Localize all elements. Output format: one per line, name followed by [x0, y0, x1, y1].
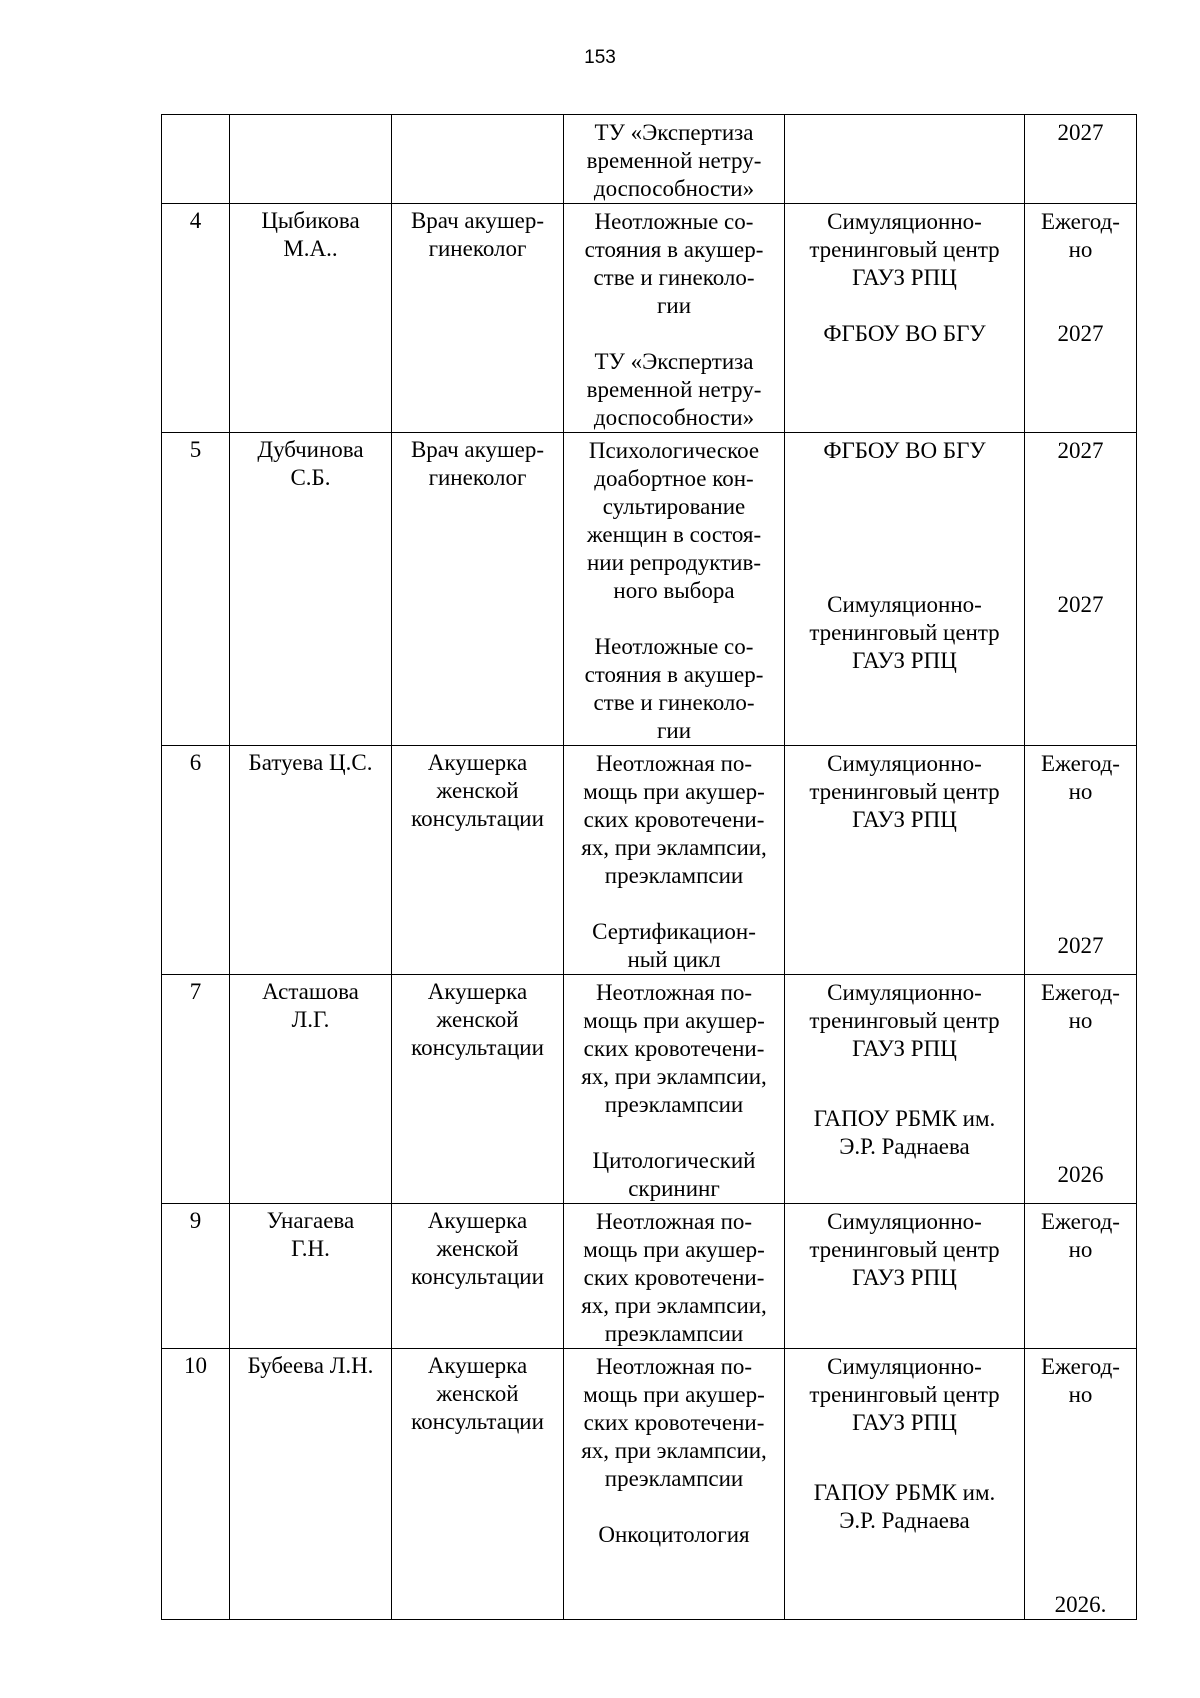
training-term: Ежегод- но — [1041, 209, 1120, 262]
training-topic-cell — [564, 204, 785, 433]
training-term-cell — [1025, 115, 1137, 204]
training-term-cell — [1025, 1204, 1137, 1349]
training-topic-cell — [564, 1349, 785, 1620]
training-term: 2027 — [1057, 592, 1104, 617]
table-row — [162, 1204, 1137, 1349]
training-topic: Неотложные со- стояния в акушер- стве и гинеколо- гии — [584, 209, 764, 318]
row-number-cell — [162, 204, 230, 433]
table-row — [162, 204, 1137, 433]
employee-name-cell — [230, 975, 392, 1204]
employee-position-cell — [392, 1349, 564, 1620]
employee-name-cell — [230, 204, 392, 433]
training-place-cell — [785, 433, 1025, 746]
training-place: ГАПОУ РБМК им. Э.Р. Раднаева — [813, 1106, 996, 1159]
training-topic: Неотложная по- мощь при акушер- ских кровотечени- ях, при эклампсии, преэклампсии — [581, 1354, 767, 1491]
training-place: Симуляционно- тренинговый центр ГАУЗ РПЦ — [809, 592, 1000, 673]
row-number-cell — [162, 433, 230, 746]
training-term: Ежегод- но — [1041, 1354, 1120, 1407]
training-topic: Неотложная по- мощь при акушер- ских кровотечени- ях, при эклампсии, преэклампсии — [581, 980, 767, 1117]
employee-name: Цыбикова М.А.. — [261, 208, 360, 261]
training-term: 2026 — [1057, 1162, 1104, 1187]
training-term: Ежегод- но — [1041, 1209, 1120, 1262]
row-number-cell — [162, 975, 230, 1204]
training-place-cell — [785, 746, 1025, 975]
row-number: 7 — [189, 979, 202, 1004]
training-place-cell — [785, 204, 1025, 433]
row-number: 5 — [189, 437, 202, 462]
training-term: 2027 — [1057, 321, 1104, 346]
training-place: Симуляционно- тренинговый центр ГАУЗ РПЦ — [809, 1209, 1000, 1290]
training-topic-cell — [564, 1204, 785, 1349]
page-number: 153 — [584, 47, 616, 68]
row-number: 9 — [189, 1208, 202, 1233]
training-topic: Неотложные со- стояния в акушер- стве и гинеколо- гии — [584, 634, 764, 743]
employee-name-cell — [230, 115, 392, 204]
training-place: ГАПОУ РБМК им. Э.Р. Раднаева — [813, 1480, 996, 1533]
training-term-cell — [1025, 1349, 1137, 1620]
training-place: ФГБОУ ВО БГУ — [823, 321, 986, 346]
training-topic-cell — [564, 433, 785, 746]
training-term-cell — [1025, 204, 1137, 433]
employee-position: Врач акушер- гинеколог — [410, 437, 545, 490]
employee-position: Акушерка женской консультации — [411, 1208, 544, 1289]
table-row — [162, 975, 1137, 1204]
table-row — [162, 433, 1137, 746]
training-topic-cell — [564, 746, 785, 975]
employee-name-cell — [230, 1204, 392, 1349]
employee-position-cell — [392, 1204, 564, 1349]
row-number-cell — [162, 1204, 230, 1349]
training-term-cell — [1025, 433, 1137, 746]
training-plan-table — [161, 114, 1137, 1620]
training-place-cell — [785, 115, 1025, 204]
training-place: Симуляционно- тренинговый центр ГАУЗ РПЦ — [809, 209, 1000, 290]
training-term-cell — [1025, 746, 1137, 975]
training-topic-cell — [564, 975, 785, 1204]
training-term: Ежегод- но — [1041, 751, 1120, 804]
training-place: ФГБОУ ВО БГУ — [823, 438, 986, 463]
employee-name: Батуева Ц.С. — [248, 750, 373, 775]
training-topic: Неотложная по- мощь при акушер- ских кровотечени- ях, при эклампсии, преэклампсии — [581, 751, 767, 888]
training-place: Симуляционно- тренинговый центр ГАУЗ РПЦ — [809, 1354, 1000, 1435]
training-term: 2027 — [1057, 120, 1104, 145]
employee-position: Акушерка женской консультации — [411, 750, 544, 831]
training-topic-cell — [564, 115, 785, 204]
training-term: 2026. — [1054, 1592, 1107, 1617]
employee-name: Асташова Л.Г. — [262, 979, 359, 1032]
training-topic: Неотложная по- мощь при акушер- ских кровотечени- ях, при эклампсии, преэклампсии — [581, 1209, 767, 1346]
employee-name-cell — [230, 746, 392, 975]
table-row — [162, 115, 1137, 204]
training-place-cell — [785, 975, 1025, 1204]
row-number-cell — [162, 1349, 230, 1620]
employee-position-cell — [392, 746, 564, 975]
training-place: Симуляционно- тренинговый центр ГАУЗ РПЦ — [809, 980, 1000, 1061]
table-row — [162, 746, 1137, 975]
training-topic: Цитологический скрининг — [592, 1148, 756, 1201]
training-term: Ежегод- но — [1041, 980, 1120, 1033]
training-topic: Онкоцитология — [598, 1522, 750, 1547]
training-place-cell — [785, 1204, 1025, 1349]
row-number-cell — [162, 746, 230, 975]
employee-name-cell — [230, 433, 392, 746]
table-row — [162, 1349, 1137, 1620]
row-number: 6 — [189, 750, 202, 775]
training-topic: ТУ «Экспертиза временной нетру- доспособности» — [586, 120, 762, 201]
row-number-cell — [162, 115, 230, 204]
employee-name: Дубчинова С.Б. — [257, 437, 364, 490]
employee-position-cell — [392, 115, 564, 204]
row-number: 10 — [184, 1353, 207, 1378]
training-topic: Сертификацион- ный цикл — [592, 919, 756, 972]
employee-position: Врач акушер- гинеколог — [410, 208, 545, 261]
training-topic: Психологическое доабортное кон- сультирование женщин в состоя- нии репродуктив- ного выбора — [586, 438, 762, 603]
training-place: Симуляционно- тренинговый центр ГАУЗ РПЦ — [809, 751, 1000, 832]
table-body — [162, 115, 1137, 1620]
employee-name: Бубеева Л.Н. — [247, 1353, 374, 1378]
employee-name: Унагаева Г.Н. — [266, 1208, 355, 1261]
training-place-cell — [785, 1349, 1025, 1620]
employee-position: Акушерка женской консультации — [411, 979, 544, 1060]
employee-position-cell — [392, 204, 564, 433]
employee-name-cell — [230, 1349, 392, 1620]
employee-position-cell — [392, 975, 564, 1204]
row-number: 4 — [189, 208, 202, 233]
employee-position-cell — [392, 433, 564, 746]
training-term-cell — [1025, 975, 1137, 1204]
training-term: 2027 — [1057, 438, 1104, 463]
training-term: 2027 — [1057, 933, 1104, 958]
training-topic: ТУ «Экспертиза временной нетру- доспособности» — [586, 349, 762, 430]
employee-position: Акушерка женской консультации — [411, 1353, 544, 1434]
